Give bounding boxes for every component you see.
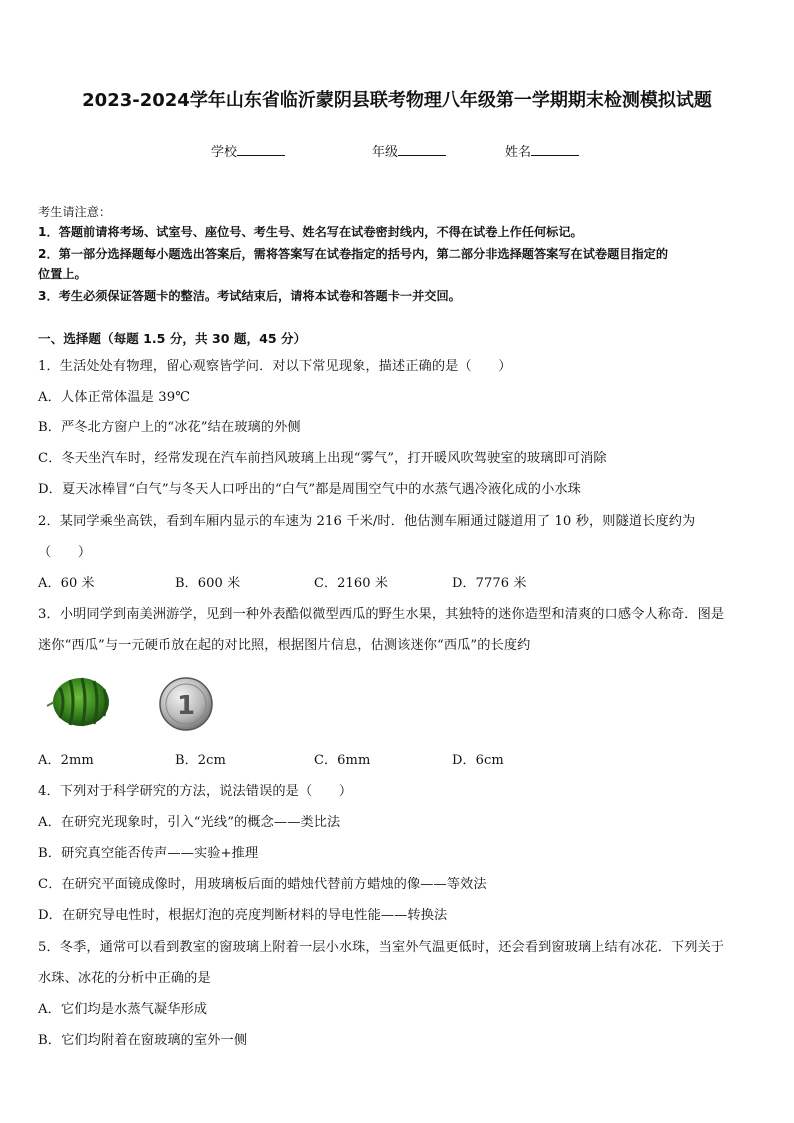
question-2-option-d: D．7776 米 [452,576,527,591]
question-4-option-a: A．在研究光现象时，引入“光线”的概念——类比法 [38,815,341,830]
notice-item-2-cont: 位置上。 [38,267,87,281]
question-5-option-b: B．它们均附着在窗玻璃的室外一侧 [38,1033,248,1048]
question-4-option-d: D．在研究导电性时，根据灯泡的亮度判断材料的导电性能——转换法 [38,908,448,923]
question-2-stem-cont: （ ） [38,545,92,560]
page-title: 2023-2024学年山东省临沂蒙阴县联考物理八年级第一学期期末检测模拟试题 [82,90,712,111]
question-3-option-b: B．2cm [175,753,226,768]
grade-blank[interactable] [398,143,446,156]
one-yuan-coin-image [158,676,214,732]
question-3-stem-cont: 迷你“西瓜”与一元硬币放在起的对比照，根据图片信息，估测该迷你“西瓜”的长度约 [38,638,531,653]
grade-label: 年级 [372,145,399,160]
question-4-option-c: C．在研究平面镜成像时，用玻璃板后面的蜡烛代替前方蜡烛的像——等效法 [38,877,487,892]
name-field [505,141,579,160]
school-label: 学校 [211,145,238,160]
question-2-option-b: B．600 米 [175,576,241,591]
question-1-stem: 1．生活处处有物理，留心观察皆学问．对以下常见现象，描述正确的是（ ） [38,359,512,374]
question-1-option-b: B．严冬北方窗户上的“冰花”结在玻璃的外侧 [38,420,301,435]
question-5-stem: 5．冬季，通常可以看到教室的窗玻璃上附着一层小水珠，当室外气温更低时，还会看到窗玻璃上结有冰花．下列关于 [38,940,725,955]
student-info-row [0,141,794,161]
coin-numeral: 1 [176,691,196,721]
question-3-option-d: D．6cm [452,753,504,768]
grade-field [372,141,446,160]
name-blank[interactable] [531,143,579,156]
notice-heading: 考生请注意： [38,205,112,219]
question-3-option-a: A．2mm [38,753,94,768]
question-1-option-c: C．冬天坐汽车时，经常发现在汽车前挡风玻璃上出现“雾气”，打开暖风吹驾驶室的玻璃即可消除 [38,451,607,466]
question-3-stem: 3．小明同学到南美洲游学，见到一种外表酷似微型西瓜的野生水果，其独特的迷你造型和清爽的口感令人称奇．图是 [38,607,725,622]
question-5-stem-cont: 水珠、冰花的分析中正确的是 [38,971,211,986]
section-heading: 一、选择题（每题 1.5 分，共 30 题，45 分） [38,331,307,346]
notice-item-3: 3．考生必须保证答题卡的整洁。考试结束后，请将本试卷和答题卡一并交回。 [38,289,461,303]
question-4-option-b: B．研究真空能否传声——实验+推理 [38,846,259,861]
school-blank[interactable] [237,143,285,156]
question-2-option-c: C．2160 米 [314,576,388,591]
notice-item-2: 2．第一部分选择题每小题选出答案后，需将答案写在试卷指定的括号内，第二部分非选择题答案写在试卷题目指定的 [38,247,669,261]
mini-watermelon-image [44,676,114,728]
question-5-option-a: A．它们均是水蒸气凝华形成 [38,1002,208,1017]
question-4-stem: 4．下列对于科学研究的方法，说法错误的是（ ） [38,784,353,799]
name-label: 姓名 [505,145,532,160]
notice-item-1: 1．答题前请将考场、试室号、座位号、考生号、姓名写在试卷密封线内，不得在试卷上作任何标记。 [38,225,583,239]
question-1-option-a: A．人体正常体温是 39℃ [38,390,191,405]
question-1-option-d: D．夏天冰棒冒“白气”与冬天人口呼出的“白气”都是周围空气中的水蒸气遇冷液化成的小水珠 [38,482,581,497]
question-3-option-c: C．6mm [314,753,371,768]
school-field [211,141,285,160]
question-2-stem: 2．某同学乘坐高铁，看到车厢内显示的车速为 216 千米/时．他估测车厢通过隧道用了 10 秒，则隧道长度约为 [38,514,696,529]
question-2-option-a: A．60 米 [38,576,95,591]
